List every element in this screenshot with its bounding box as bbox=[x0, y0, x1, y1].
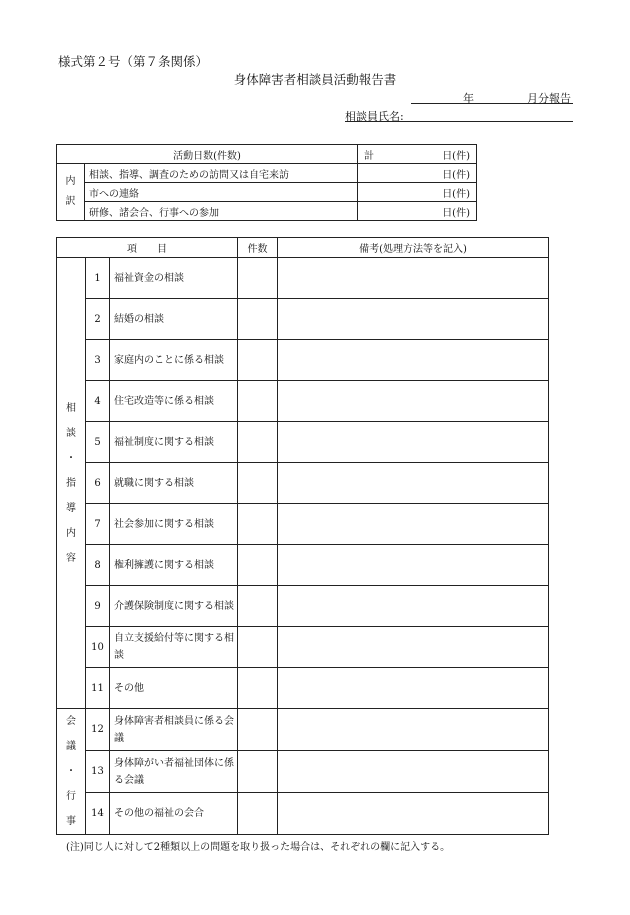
breakdown-char: 内 bbox=[65, 176, 76, 187]
row-number: 4 bbox=[86, 381, 110, 422]
row-label: 身体障害者相談員に係る会議 bbox=[110, 709, 238, 751]
count-cell[interactable] bbox=[238, 381, 278, 422]
group-char: ・ bbox=[66, 766, 76, 777]
consultation-detail-table bbox=[56, 237, 549, 835]
group-char: 容 bbox=[66, 552, 76, 564]
total-days-cell[interactable] bbox=[358, 145, 477, 164]
table-row bbox=[57, 258, 549, 299]
row-number: 8 bbox=[86, 545, 110, 586]
breakdown-item-visits: 相談、指導、調査のための訪問又は自宅来訪 bbox=[85, 164, 358, 183]
row-label: 福祉制度に関する相談 bbox=[110, 422, 238, 463]
count-cell[interactable] bbox=[238, 793, 278, 835]
row-number: 7 bbox=[86, 504, 110, 545]
group-char: 議 bbox=[66, 741, 76, 752]
group-char: 指 bbox=[66, 477, 76, 489]
counselor-name-field[interactable] bbox=[345, 108, 573, 122]
table-row bbox=[57, 627, 549, 668]
document-title: 身体障害者相談員活動報告書 bbox=[233, 72, 397, 87]
group-char: 事 bbox=[66, 816, 76, 827]
remarks-cell[interactable] bbox=[278, 709, 549, 751]
remarks-cell[interactable] bbox=[278, 381, 549, 422]
total-label: 計 bbox=[364, 150, 374, 162]
row-number: 12 bbox=[86, 709, 110, 751]
remarks-cell[interactable] bbox=[278, 668, 549, 709]
table-row bbox=[57, 299, 549, 340]
count-cell[interactable] bbox=[238, 627, 278, 668]
count-cell[interactable] bbox=[238, 504, 278, 545]
count-cell[interactable] bbox=[238, 299, 278, 340]
remarks-cell[interactable] bbox=[278, 422, 549, 463]
breakdown-item-city-contact: 市への連絡 bbox=[85, 183, 358, 202]
count-cell[interactable] bbox=[238, 545, 278, 586]
remarks-cell[interactable] bbox=[278, 751, 549, 793]
remarks-cell[interactable] bbox=[278, 463, 549, 504]
row-label: 住宅改造等に係る相談 bbox=[110, 381, 238, 422]
remarks-column-header: 備考(処理方法等を記入) bbox=[278, 238, 549, 258]
breakdown-value-visits[interactable]: 日(件) bbox=[358, 164, 477, 183]
count-cell[interactable] bbox=[238, 422, 278, 463]
count-cell[interactable] bbox=[238, 751, 278, 793]
group-char: 導 bbox=[66, 502, 76, 514]
group-char: 行 bbox=[66, 791, 76, 802]
remarks-cell[interactable] bbox=[278, 299, 549, 340]
remarks-cell[interactable] bbox=[278, 586, 549, 627]
breakdown-value-city-contact[interactable]: 日(件) bbox=[358, 183, 477, 202]
remarks-cell[interactable] bbox=[278, 793, 549, 835]
meetings-events-group-label bbox=[57, 709, 86, 835]
row-number: 3 bbox=[86, 340, 110, 381]
table-row bbox=[57, 545, 549, 586]
row-number: 5 bbox=[86, 422, 110, 463]
form-number: 様式第２号（第７条関係） bbox=[58, 54, 209, 69]
row-label: 結婚の相談 bbox=[110, 299, 238, 340]
group-char: 談 bbox=[66, 427, 76, 439]
count-cell[interactable] bbox=[238, 668, 278, 709]
activity-days-header: 活動日数(件数) bbox=[57, 145, 358, 164]
breakdown-char: 訳 bbox=[65, 196, 76, 207]
table-row bbox=[57, 709, 549, 751]
report-period-field[interactable] bbox=[411, 90, 573, 104]
table-row bbox=[57, 793, 549, 835]
row-label: 身体障がい者福祉団体に係る会議 bbox=[110, 751, 238, 793]
row-label: 権利擁護に関する相談 bbox=[110, 545, 238, 586]
count-column-header: 件数 bbox=[238, 238, 278, 258]
table-row bbox=[57, 463, 549, 504]
row-number: 10 bbox=[86, 627, 110, 668]
table-row bbox=[57, 668, 549, 709]
row-number: 9 bbox=[86, 586, 110, 627]
row-label: 介護保険制度に関する相談 bbox=[110, 586, 238, 627]
remarks-cell[interactable] bbox=[278, 504, 549, 545]
count-cell[interactable] bbox=[238, 709, 278, 751]
activity-summary-table bbox=[56, 144, 477, 221]
row-label: 自立支援給付等に関する相談 bbox=[110, 627, 238, 668]
count-cell[interactable] bbox=[238, 258, 278, 299]
row-label: 就職に関する相談 bbox=[110, 463, 238, 504]
table-row bbox=[57, 751, 549, 793]
consultation-guidance-group-label bbox=[57, 258, 86, 709]
row-label: その他の福祉の会合 bbox=[110, 793, 238, 835]
month-report-label: 月分報告 bbox=[527, 92, 571, 105]
group-char: 内 bbox=[66, 527, 76, 539]
row-number: 6 bbox=[86, 463, 110, 504]
breakdown-value-training[interactable]: 日(件) bbox=[358, 202, 477, 221]
count-cell[interactable] bbox=[238, 586, 278, 627]
table-row bbox=[57, 504, 549, 545]
row-number: 2 bbox=[86, 299, 110, 340]
row-label: 社会参加に関する相談 bbox=[110, 504, 238, 545]
group-char: ・ bbox=[66, 452, 76, 464]
row-label: 家庭内のことに係る相談 bbox=[110, 340, 238, 381]
item-column-header: 項 目 bbox=[57, 238, 238, 258]
group-char: 相 bbox=[66, 402, 76, 414]
row-label: その他 bbox=[110, 668, 238, 709]
breakdown-label bbox=[57, 164, 85, 221]
table-row bbox=[57, 586, 549, 627]
row-number: 13 bbox=[86, 751, 110, 793]
remarks-cell[interactable] bbox=[278, 627, 549, 668]
row-number: 11 bbox=[86, 668, 110, 709]
remarks-cell[interactable] bbox=[278, 545, 549, 586]
count-cell[interactable] bbox=[238, 463, 278, 504]
count-cell[interactable] bbox=[238, 340, 278, 381]
row-label: 福祉資金の相談 bbox=[110, 258, 238, 299]
group-char: 会 bbox=[66, 716, 76, 727]
remarks-cell[interactable] bbox=[278, 258, 549, 299]
table-row bbox=[57, 340, 549, 381]
breakdown-item-training: 研修、諸会合、行事への参加 bbox=[85, 202, 358, 221]
footnote: (注)同じ人に対して2種類以上の問題を取り扱った場合は、それぞれの欄に記入する。 bbox=[66, 842, 451, 853]
row-number: 1 bbox=[86, 258, 110, 299]
row-number: 14 bbox=[86, 793, 110, 835]
total-unit: 日(件) bbox=[442, 150, 470, 162]
year-label: 年 bbox=[463, 92, 474, 105]
table-row bbox=[57, 422, 549, 463]
counselor-name-label: 相談員氏名: bbox=[345, 110, 404, 123]
remarks-cell[interactable] bbox=[278, 340, 549, 381]
table-row bbox=[57, 381, 549, 422]
